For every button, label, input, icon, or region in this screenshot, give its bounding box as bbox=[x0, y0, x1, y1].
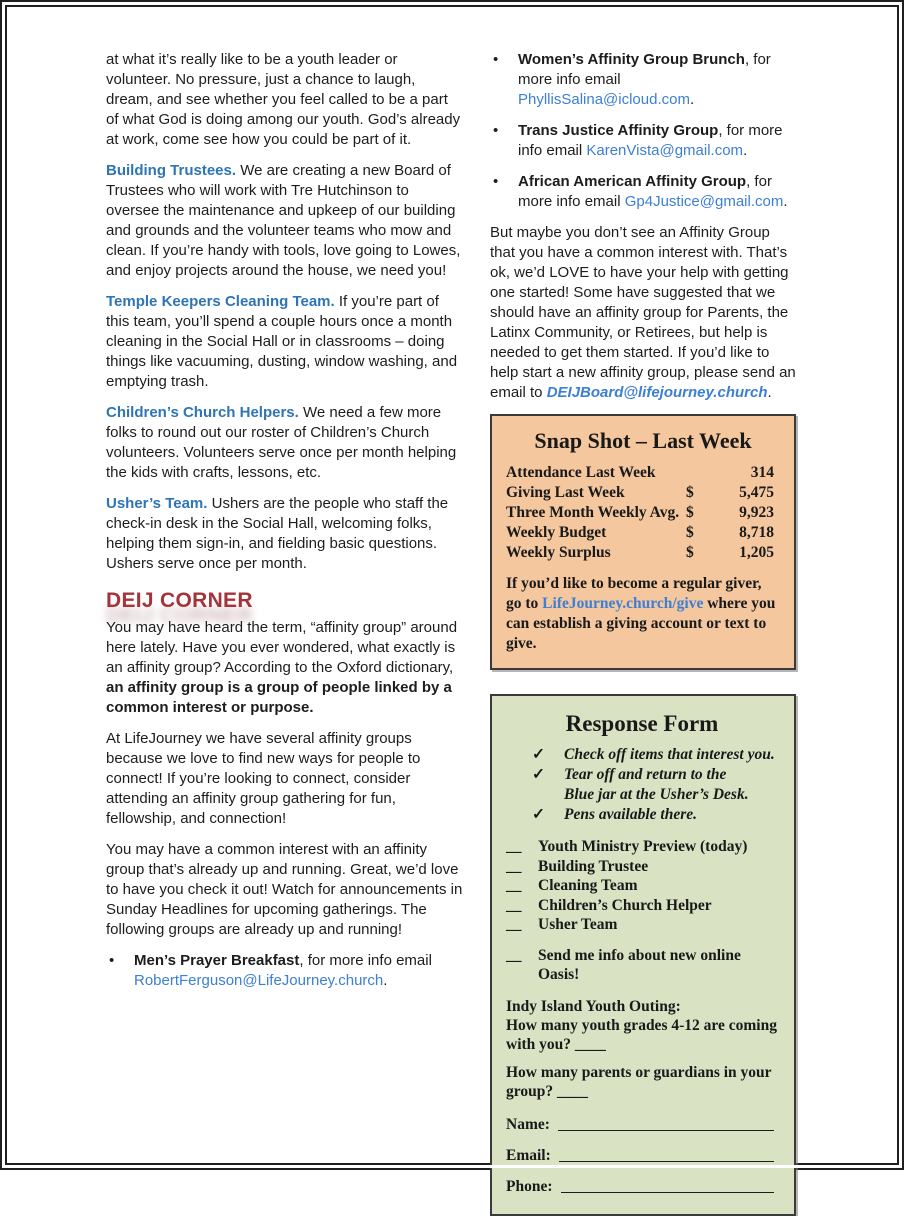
period: . bbox=[783, 193, 788, 210]
deij-paragraph-1 bbox=[106, 618, 464, 718]
bullet-text: , for more info email bbox=[518, 173, 772, 210]
section-childrens-church bbox=[106, 403, 464, 483]
stat-value: 1,205 bbox=[739, 544, 774, 561]
section-heading: Usher’s Team. bbox=[106, 495, 208, 512]
checklist-item-youth-ministry[interactable] bbox=[506, 837, 778, 857]
left-column bbox=[106, 50, 464, 1168]
field-label: Email: bbox=[506, 1146, 551, 1164]
snapshot-row-weekly-surplus bbox=[506, 543, 780, 563]
stat-label: Attendance Last Week bbox=[506, 464, 656, 481]
deij-p1-bold: an affinity group is a group of people linked by a common interest or purpose. bbox=[106, 679, 452, 716]
instruction-text: Pens available there. bbox=[564, 806, 698, 823]
field-label: Phone: bbox=[506, 1177, 553, 1195]
checklist-item-usher-team[interactable] bbox=[506, 915, 778, 935]
checkmark-icon: ✓ bbox=[532, 746, 545, 763]
checklist-item-send-info[interactable] bbox=[506, 946, 778, 985]
currency-sign: $ bbox=[686, 524, 694, 541]
email-link[interactable]: KarenVista@gmail.com bbox=[586, 142, 744, 159]
blank-line-mark: __ bbox=[506, 946, 522, 964]
bullet-text: , for more info email bbox=[299, 952, 432, 969]
bullet-text: , for more info email bbox=[518, 122, 783, 159]
stat-value: 8,718 bbox=[739, 524, 774, 541]
checklist-label: Building Trustee bbox=[538, 857, 649, 875]
section-text: If you’re part of this team, you’ll spend a couple hours once a month cleaning in the Social Hall or in classrooms – doing things like vacuuming, dusting, window washing, and emptying trash. bbox=[106, 293, 458, 390]
checklist-label: Youth Ministry Preview (today) bbox=[538, 838, 748, 855]
name-field[interactable] bbox=[506, 1115, 778, 1134]
instruction-text: Check off items that interest you. bbox=[564, 746, 775, 763]
blank-write-line bbox=[561, 1177, 775, 1193]
stat-value: 5,475 bbox=[739, 484, 774, 501]
snapshot-row-three-month-avg bbox=[506, 503, 780, 523]
outing-heading: Indy Island Youth Outing: bbox=[506, 997, 681, 1015]
group-name: Men’s Prayer Breakfast bbox=[134, 952, 300, 969]
checklist-label: Cleaning Team bbox=[538, 877, 638, 894]
deij-corner-heading: DEIJ CORNER bbox=[106, 589, 253, 612]
group-name: Women’s Affinity Group Brunch bbox=[518, 51, 745, 68]
instruction-text: Tear off and return to the bbox=[564, 766, 727, 783]
section-building-trustees bbox=[106, 161, 464, 281]
stat-value: 9,923 bbox=[739, 504, 774, 521]
response-form-title: Response Form bbox=[565, 711, 719, 736]
period: . bbox=[767, 384, 772, 401]
snapshot-title: Snap Shot – Last Week bbox=[534, 428, 752, 453]
right-column bbox=[490, 50, 796, 1195]
snapshot-row-giving bbox=[506, 483, 780, 503]
stat-value: 314 bbox=[750, 464, 774, 481]
checklist-label: Children’s Church Helper bbox=[538, 896, 712, 914]
deij-p1-text: You may have heard the term, “affinity group” around here lately. Have you ever wondered, what exactly is an affinity group? According to the Oxford dictionary, bbox=[106, 619, 458, 676]
intro-paragraph: at what it’s really like to be a youth leader or volunteer. No pressure, just a chance to laugh, dream, and see whether you feel called to be a part of what God is doing among our youth. God’s already at work, come see how you could be part of it. bbox=[106, 51, 461, 148]
period: . bbox=[689, 91, 695, 108]
give-link[interactable]: LifeJourney.church/give bbox=[542, 595, 704, 612]
instruction-text: Blue jar at the Usher’s Desk. bbox=[564, 786, 749, 803]
checklist-item-childrens-helper[interactable] bbox=[506, 896, 778, 916]
footer-text: If you’d like to become a regular giver, go to bbox=[506, 575, 762, 612]
question-youth-count: How many youth grades 4-12 are coming with you? ____ bbox=[506, 1016, 777, 1053]
snapshot-row-weekly-budget bbox=[506, 523, 780, 543]
paragraph-text: But maybe you don’t see an Affinity Group that you have a common interest with. That’s ok, we’d LOVE to have your help with getting one started! Some have suggested that we should have an affinity group for Parents, the Latinx Community, or Retirees, but help is needed to get them started. If you’d like to help start a new affinity group, please send an email to bbox=[490, 224, 796, 401]
response-form-box bbox=[490, 694, 796, 1216]
checkmark-icon: ✓ bbox=[532, 806, 545, 823]
checkmark-icon: ✓ bbox=[532, 766, 545, 783]
instruction-item bbox=[532, 805, 778, 825]
blank-write-line bbox=[559, 1146, 774, 1162]
section-text: We need a few more folks to round out our roster of Children’s Church volunteers. Volunteers serve once per month helping the kids with crafts, lessons, etc. bbox=[106, 404, 457, 481]
spacer bbox=[532, 785, 564, 805]
checklist-item-cleaning-team[interactable] bbox=[506, 876, 778, 896]
group-name: Trans Justice Affinity Group bbox=[518, 122, 719, 139]
blank-line-mark: __ bbox=[506, 916, 522, 933]
checklist-item-building-trustee[interactable] bbox=[506, 857, 778, 877]
bullet-text: , for more info email bbox=[518, 51, 771, 88]
list-item-african-american bbox=[490, 172, 796, 212]
email-link[interactable]: RobertFerguson@LifeJourney.church bbox=[134, 972, 384, 989]
blank-line-mark: __ bbox=[506, 877, 522, 894]
deij-paragraph-3: You may have a common interest with an affinity group that’s already up and running. Great, we’d love to have you check it out! Watch for announcements in Sunday Headlines for upcoming gatherings. The following groups are already up and running! bbox=[106, 841, 463, 938]
section-heading: Building Trustees. bbox=[106, 162, 237, 179]
snapshot-footer bbox=[506, 574, 780, 654]
phone-field[interactable] bbox=[506, 1177, 778, 1196]
blank-line-mark: __ bbox=[506, 857, 522, 875]
question-parents-count: How many parents or guardians in your group? ____ bbox=[506, 1063, 772, 1100]
list-item-womens-affinity bbox=[490, 50, 796, 110]
list-item-mens-prayer-breakfast bbox=[106, 951, 464, 991]
section-temple-keepers bbox=[106, 292, 464, 392]
email-link[interactable]: Gp4Justice@gmail.com bbox=[624, 193, 784, 210]
group-name: African American Affinity Group bbox=[518, 173, 747, 190]
stat-label: Three Month Weekly Avg. bbox=[506, 504, 680, 521]
period: . bbox=[383, 972, 388, 989]
blank-write-line bbox=[558, 1115, 774, 1131]
section-ushers-team bbox=[106, 494, 464, 574]
field-label: Name: bbox=[506, 1115, 550, 1133]
snapshot-row-attendance bbox=[506, 463, 780, 483]
bullet-dot-icon: • bbox=[493, 51, 499, 68]
bullet-dot-icon: • bbox=[493, 122, 499, 139]
list-item-trans-justice bbox=[490, 121, 796, 161]
deij-paragraph-2: At LifeJourney we have several affinity groups because we love to find new ways for people to connect! If you’re looking to connect, consider attending an affinity group gathering for fun, fellowship, and connection! bbox=[106, 730, 421, 827]
interest-checklist bbox=[506, 837, 778, 935]
blank-line-mark: __ bbox=[506, 896, 522, 914]
section-text: We are creating a new Board of Trustees who will work with Tre Hutchinson to oversee the maintenance and upkeep of our building and grounds and the volunteer teams who mow and clean. If you’re handy with tools, love going to Lowes, and enjoy projects around the house, we need you! bbox=[106, 162, 461, 279]
currency-sign: $ bbox=[686, 484, 694, 501]
period: . bbox=[743, 142, 748, 159]
stat-label: Weekly Surplus bbox=[506, 544, 611, 561]
email-field[interactable] bbox=[506, 1146, 778, 1165]
footer-text: where you can establish a giving account or text to give. bbox=[506, 595, 776, 652]
bullet-dot-icon: • bbox=[109, 952, 115, 969]
checklist-label: Send me info about new online Oasis! bbox=[538, 946, 741, 983]
email-link[interactable]: PhyllisSalina@icloud.com bbox=[518, 91, 690, 108]
stat-label: Weekly Budget bbox=[506, 524, 607, 541]
contact-fields bbox=[506, 1115, 778, 1196]
stat-label: Giving Last Week bbox=[506, 484, 625, 501]
deij-board-email-link[interactable]: DEIJBoard@lifejourney.church bbox=[546, 384, 768, 401]
affinity-help-paragraph bbox=[490, 223, 796, 403]
blank-line-mark: __ bbox=[506, 838, 522, 855]
snapshot-box bbox=[490, 414, 796, 670]
instruction-item-continued bbox=[532, 785, 778, 805]
instruction-item bbox=[532, 765, 778, 785]
section-heading: Temple Keepers Cleaning Team. bbox=[106, 293, 335, 310]
instruction-item bbox=[532, 745, 778, 765]
section-heading: Children’s Church Helpers. bbox=[106, 404, 299, 421]
bullet-dot-icon: • bbox=[493, 173, 499, 190]
checklist-label: Usher Team bbox=[538, 916, 618, 933]
currency-sign: $ bbox=[686, 544, 694, 561]
currency-sign: $ bbox=[686, 504, 694, 521]
section-text: Ushers are the people who staff the check-in desk in the Social Hall, welcoming folks, helping them sign-in, and fielding basic questions. Ushers serve once per month. bbox=[106, 495, 449, 572]
